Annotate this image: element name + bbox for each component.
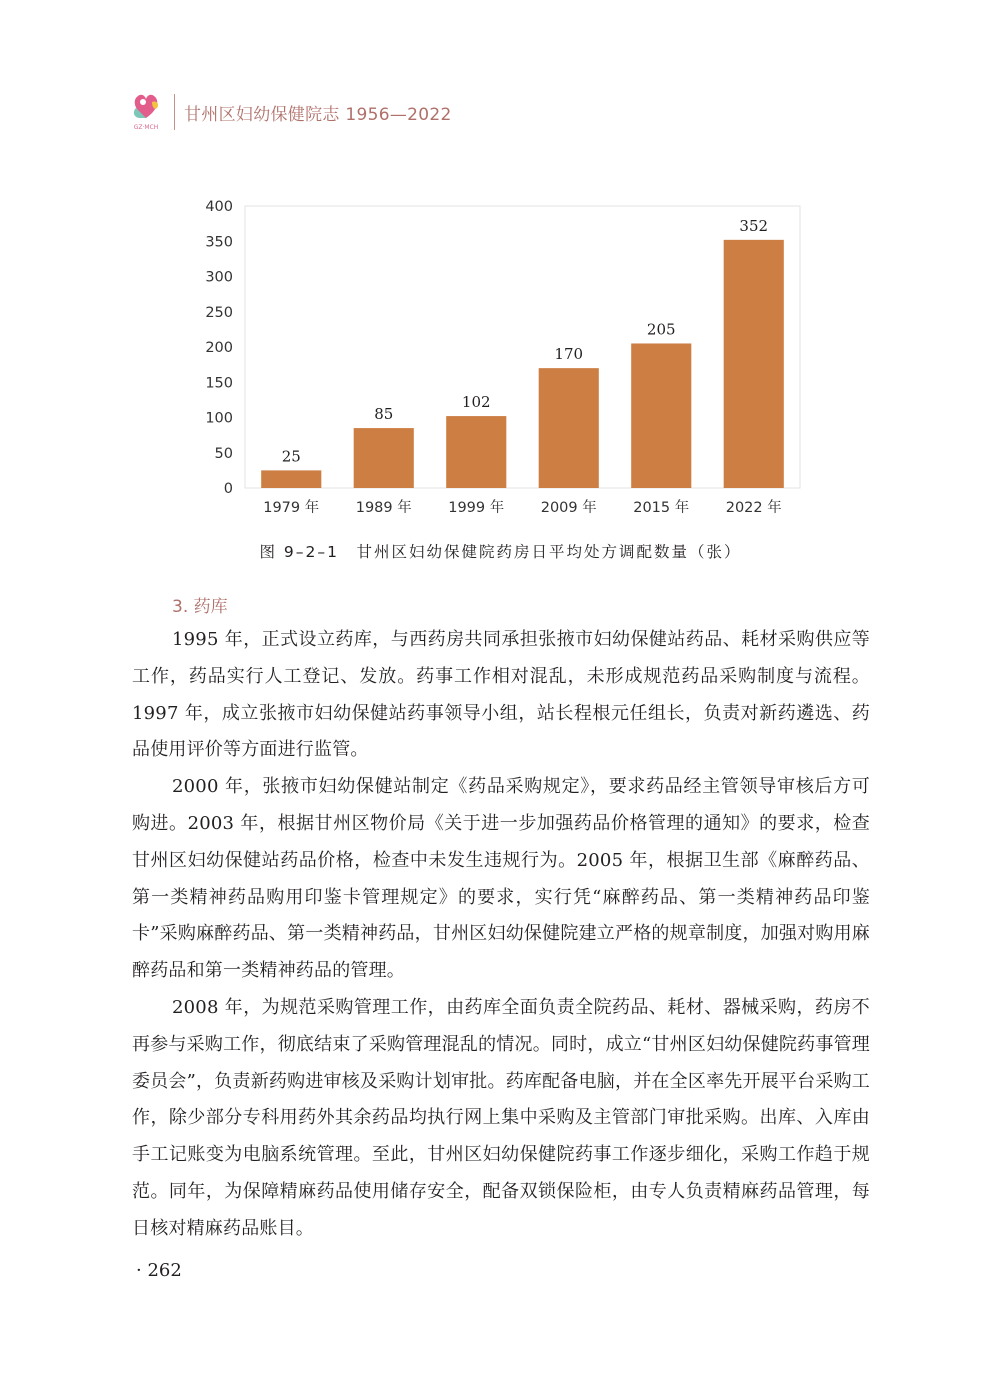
- bar: [724, 240, 784, 488]
- page-header: [128, 88, 528, 134]
- bar-value-label: 205: [646, 320, 676, 339]
- bar-value-label: 25: [281, 447, 301, 466]
- bar: [539, 368, 599, 488]
- y-tick-label: 200: [205, 340, 233, 356]
- body-text: [132, 622, 870, 1248]
- paragraph: 1995 年，正式设立药库，与西药房共同承担张掖市妇幼保健站药品、耗材采购供应等工作，药品实行人工登记、发放。药事工作相对混乱，未形成规范药品采购制度与流程。1997 年，成立张掖市妇幼保健站药事领导小组，站长程根元任组长，负责对新药遴选、药品使用评价等方面进行监管。: [132, 629, 870, 761]
- bar: [631, 343, 691, 488]
- paragraph: 2008 年，为规范采购管理工作，由药库全面负责全院药品、耗材、器械采购，药房不再参与采购工作，彻底结束了采购管理混乱的情况。同时，成立“甘州区妇幼保健院药事管理委员会”，负责新药购进审核及采购计划审批。药库配备电脑，并在全区率先开展平台采购工作，除少部分专科用药外其余药品均执行网上集中采购及主管部门审批采购。出库、入库由手工记账变为电脑系统管理。至此，甘州区妇幼保健院药事工作逐步细化，采购工作趋于规范。同年，为保障精麻药品使用储存安全，配备双锁保险柜，由专人负责精麻药品管理，每日核对精麻药品账目。: [132, 996, 870, 1239]
- y-tick-label: 400: [205, 199, 233, 215]
- bar: [261, 470, 321, 488]
- y-tick-label: 100: [205, 410, 233, 427]
- figure-caption: 图 9–2–1 甘州区妇幼保健院药房日平均处方调配数量（张）: [259, 543, 742, 561]
- x-tick-label: 1999 年: [448, 500, 505, 516]
- section-heading: 3. 药库: [172, 597, 228, 617]
- bar-value-label: 102: [461, 393, 491, 412]
- x-tick-label: 1989 年: [355, 500, 412, 516]
- header-title: 甘州区妇幼保健院志 1956—2022: [184, 105, 452, 125]
- header-divider: [174, 94, 175, 130]
- y-tick-label: 350: [205, 234, 233, 251]
- x-tick-label: 2009 年: [540, 500, 597, 516]
- page-number: · 262: [136, 1260, 182, 1281]
- y-tick-label: 250: [205, 304, 233, 321]
- x-tick-label: 2015 年: [633, 500, 690, 516]
- y-tick-label: 0: [223, 481, 233, 497]
- prescription-bar-chart: [190, 188, 820, 523]
- y-tick-label: 50: [214, 445, 233, 462]
- bar: [446, 416, 506, 488]
- plot-frame: [245, 206, 800, 488]
- y-tick-label: 150: [205, 375, 233, 392]
- logo-text: GZ·MCH: [133, 124, 159, 131]
- bar-value-label: 170: [554, 345, 584, 364]
- y-tick-label: 300: [205, 269, 233, 286]
- bar: [354, 428, 414, 488]
- logo-icon: [128, 88, 164, 132]
- x-tick-label: 1979 年: [263, 500, 320, 516]
- bar-value-label: 85: [374, 405, 394, 424]
- bar-value-label: 352: [739, 216, 769, 235]
- x-tick-label: 2022 年: [725, 500, 782, 516]
- paragraph: 2000 年，张掖市妇幼保健站制定《药品采购规定》，要求药品经主管领导审核后方可购进。2003 年，根据甘州区物价局《关于进一步加强药品价格管理的通知》的要求，检查甘州区妇幼保健站药品价格，检查中未发生违规行为。2005 年，根据卫生部《麻醉药品、第一类精神药品购用印鉴卡管理规定》的要求，实行凭“麻醉药品、第一类精神药品印鉴卡”采购麻醉药品、第一类精神药品，甘州区妇幼保健院建立严格的规章制度，加强对购用麻醉药品和第一类精神药品的管理。: [132, 776, 870, 982]
